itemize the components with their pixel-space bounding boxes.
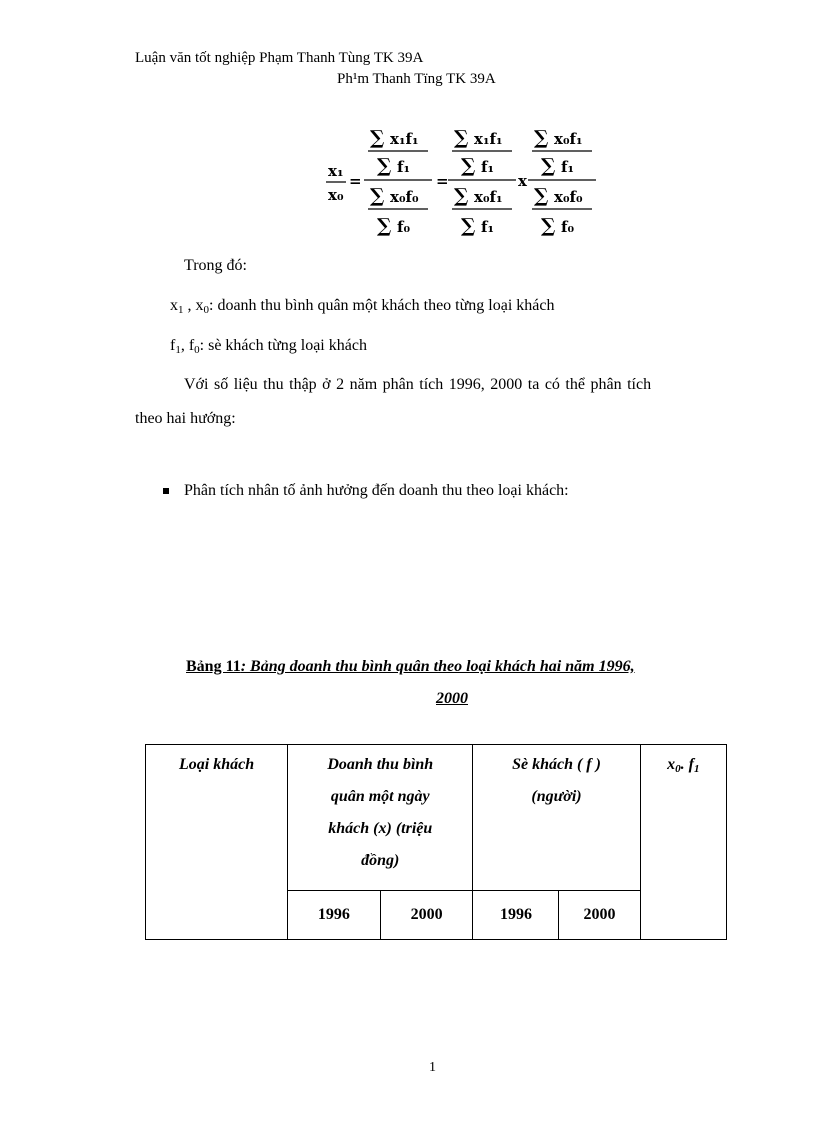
bullet-text: Phân tích nhân tố ảnh hưởng đến doanh thu theo loại khách: <box>184 482 569 499</box>
formula <box>320 118 600 242</box>
sum-sign: ∑ <box>534 185 549 207</box>
term2-top-numerator: x₁f₁ <box>474 130 503 148</box>
sum-sign: ∑ <box>370 185 385 207</box>
var-f0: f <box>188 337 195 354</box>
formula-equals-1: = <box>349 172 362 190</box>
year-cell: 2000 <box>380 891 473 940</box>
term1-top-denominator: f₁ <box>397 158 411 176</box>
definition-f <box>170 337 367 355</box>
caption-year: 2000 <box>436 690 468 707</box>
header-customer-type <box>146 745 288 940</box>
caption-label: Bảng 11 <box>186 658 241 675</box>
header-text: Loại khách <box>178 756 255 773</box>
term1-top-numerator: x₁f₁ <box>390 130 419 148</box>
running-header: Luận văn tốt nghiệp Phạm Thanh Tùng TK 39A <box>135 50 424 66</box>
sub-0: 0 <box>203 304 209 316</box>
var-x: x <box>667 756 676 773</box>
formula-equals-2: = <box>436 172 449 190</box>
year-cell: 2000 <box>559 891 640 940</box>
running-header-garbled: Ph¹m Thanh Tïng TK 39A <box>337 71 496 87</box>
separator: , <box>183 297 196 314</box>
sum-sign: ∑ <box>534 127 549 149</box>
sub-0: 0 <box>675 763 681 775</box>
header-avg-revenue <box>288 745 473 891</box>
header-product <box>640 745 726 940</box>
term3-bottom-numerator: x₀f₀ <box>554 188 583 206</box>
table-caption-line-2 <box>436 690 468 708</box>
year-cell: 1996 <box>473 891 559 940</box>
sum-sign: ∑ <box>461 215 476 237</box>
header-line: Doanh thu bình <box>327 756 434 773</box>
sum-sign: ∑ <box>377 155 392 177</box>
sub-1: 1 <box>693 763 700 775</box>
sum-sign: ∑ <box>454 127 469 149</box>
where-label: Trong đó: <box>184 257 247 274</box>
paragraph-line-2: theo hai hướng: <box>135 410 236 427</box>
sub-1: 1 <box>178 304 184 316</box>
term1-bottom-denominator: f₀ <box>397 218 411 236</box>
var-f: f <box>688 756 694 773</box>
formula-lhs-numerator: x₁ <box>328 162 344 180</box>
term2-top-denominator: f₁ <box>481 158 495 176</box>
var-f1: f <box>170 337 176 354</box>
sum-sign: ∑ <box>541 155 556 177</box>
definition-f-text: : sè khách từng loại khách <box>199 337 367 354</box>
sum-sign: ∑ <box>454 185 469 207</box>
header-line: quân một ngày <box>330 788 430 805</box>
header-line: (người) <box>531 788 582 805</box>
term2-bottom-numerator: x₀f₁ <box>474 188 503 206</box>
term2-bottom-denominator: f₁ <box>481 218 495 236</box>
bullet-square-icon <box>163 488 169 494</box>
formula-times: x <box>518 172 527 190</box>
header-line: khách (x) (triệu <box>328 820 433 837</box>
sub-1: 1 <box>175 344 181 356</box>
term1-bottom-numerator: x₀f₀ <box>390 188 419 206</box>
separator: , <box>180 337 189 354</box>
data-table <box>145 744 727 940</box>
sum-sign: ∑ <box>541 215 556 237</box>
sum-sign: ∑ <box>461 155 476 177</box>
table-caption <box>186 658 635 676</box>
term3-top-denominator: f₁ <box>561 158 575 176</box>
paragraph-line-1: Với số liệu thu thập ở 2 năm phân tích 1996, 2000 ta có thể phân tích <box>184 376 652 393</box>
page-number: 1 <box>429 1060 436 1075</box>
year-cell: 1996 <box>288 891 381 940</box>
definition-x-text: : doanh thu bình quân một khách theo từng loại khách <box>209 297 555 314</box>
header-customer-count <box>473 745 640 891</box>
header-line: Sè khách ( f ) <box>512 756 601 773</box>
sum-sign: ∑ <box>377 215 392 237</box>
sub-0: 0 <box>194 344 200 356</box>
term3-bottom-denominator: f₀ <box>561 218 575 236</box>
caption-text: : Bảng doanh thu bình quân theo loại khách hai năm 1996, <box>240 658 635 675</box>
var-x0: x <box>195 297 204 314</box>
header-line: đồng) <box>361 852 400 869</box>
var-x1: x <box>170 297 178 314</box>
dot: . <box>680 756 689 773</box>
sum-sign: ∑ <box>370 127 385 149</box>
term3-top-numerator: x₀f₁ <box>554 130 583 148</box>
definition-x <box>170 297 555 315</box>
formula-lhs-denominator: x₀ <box>328 186 344 204</box>
